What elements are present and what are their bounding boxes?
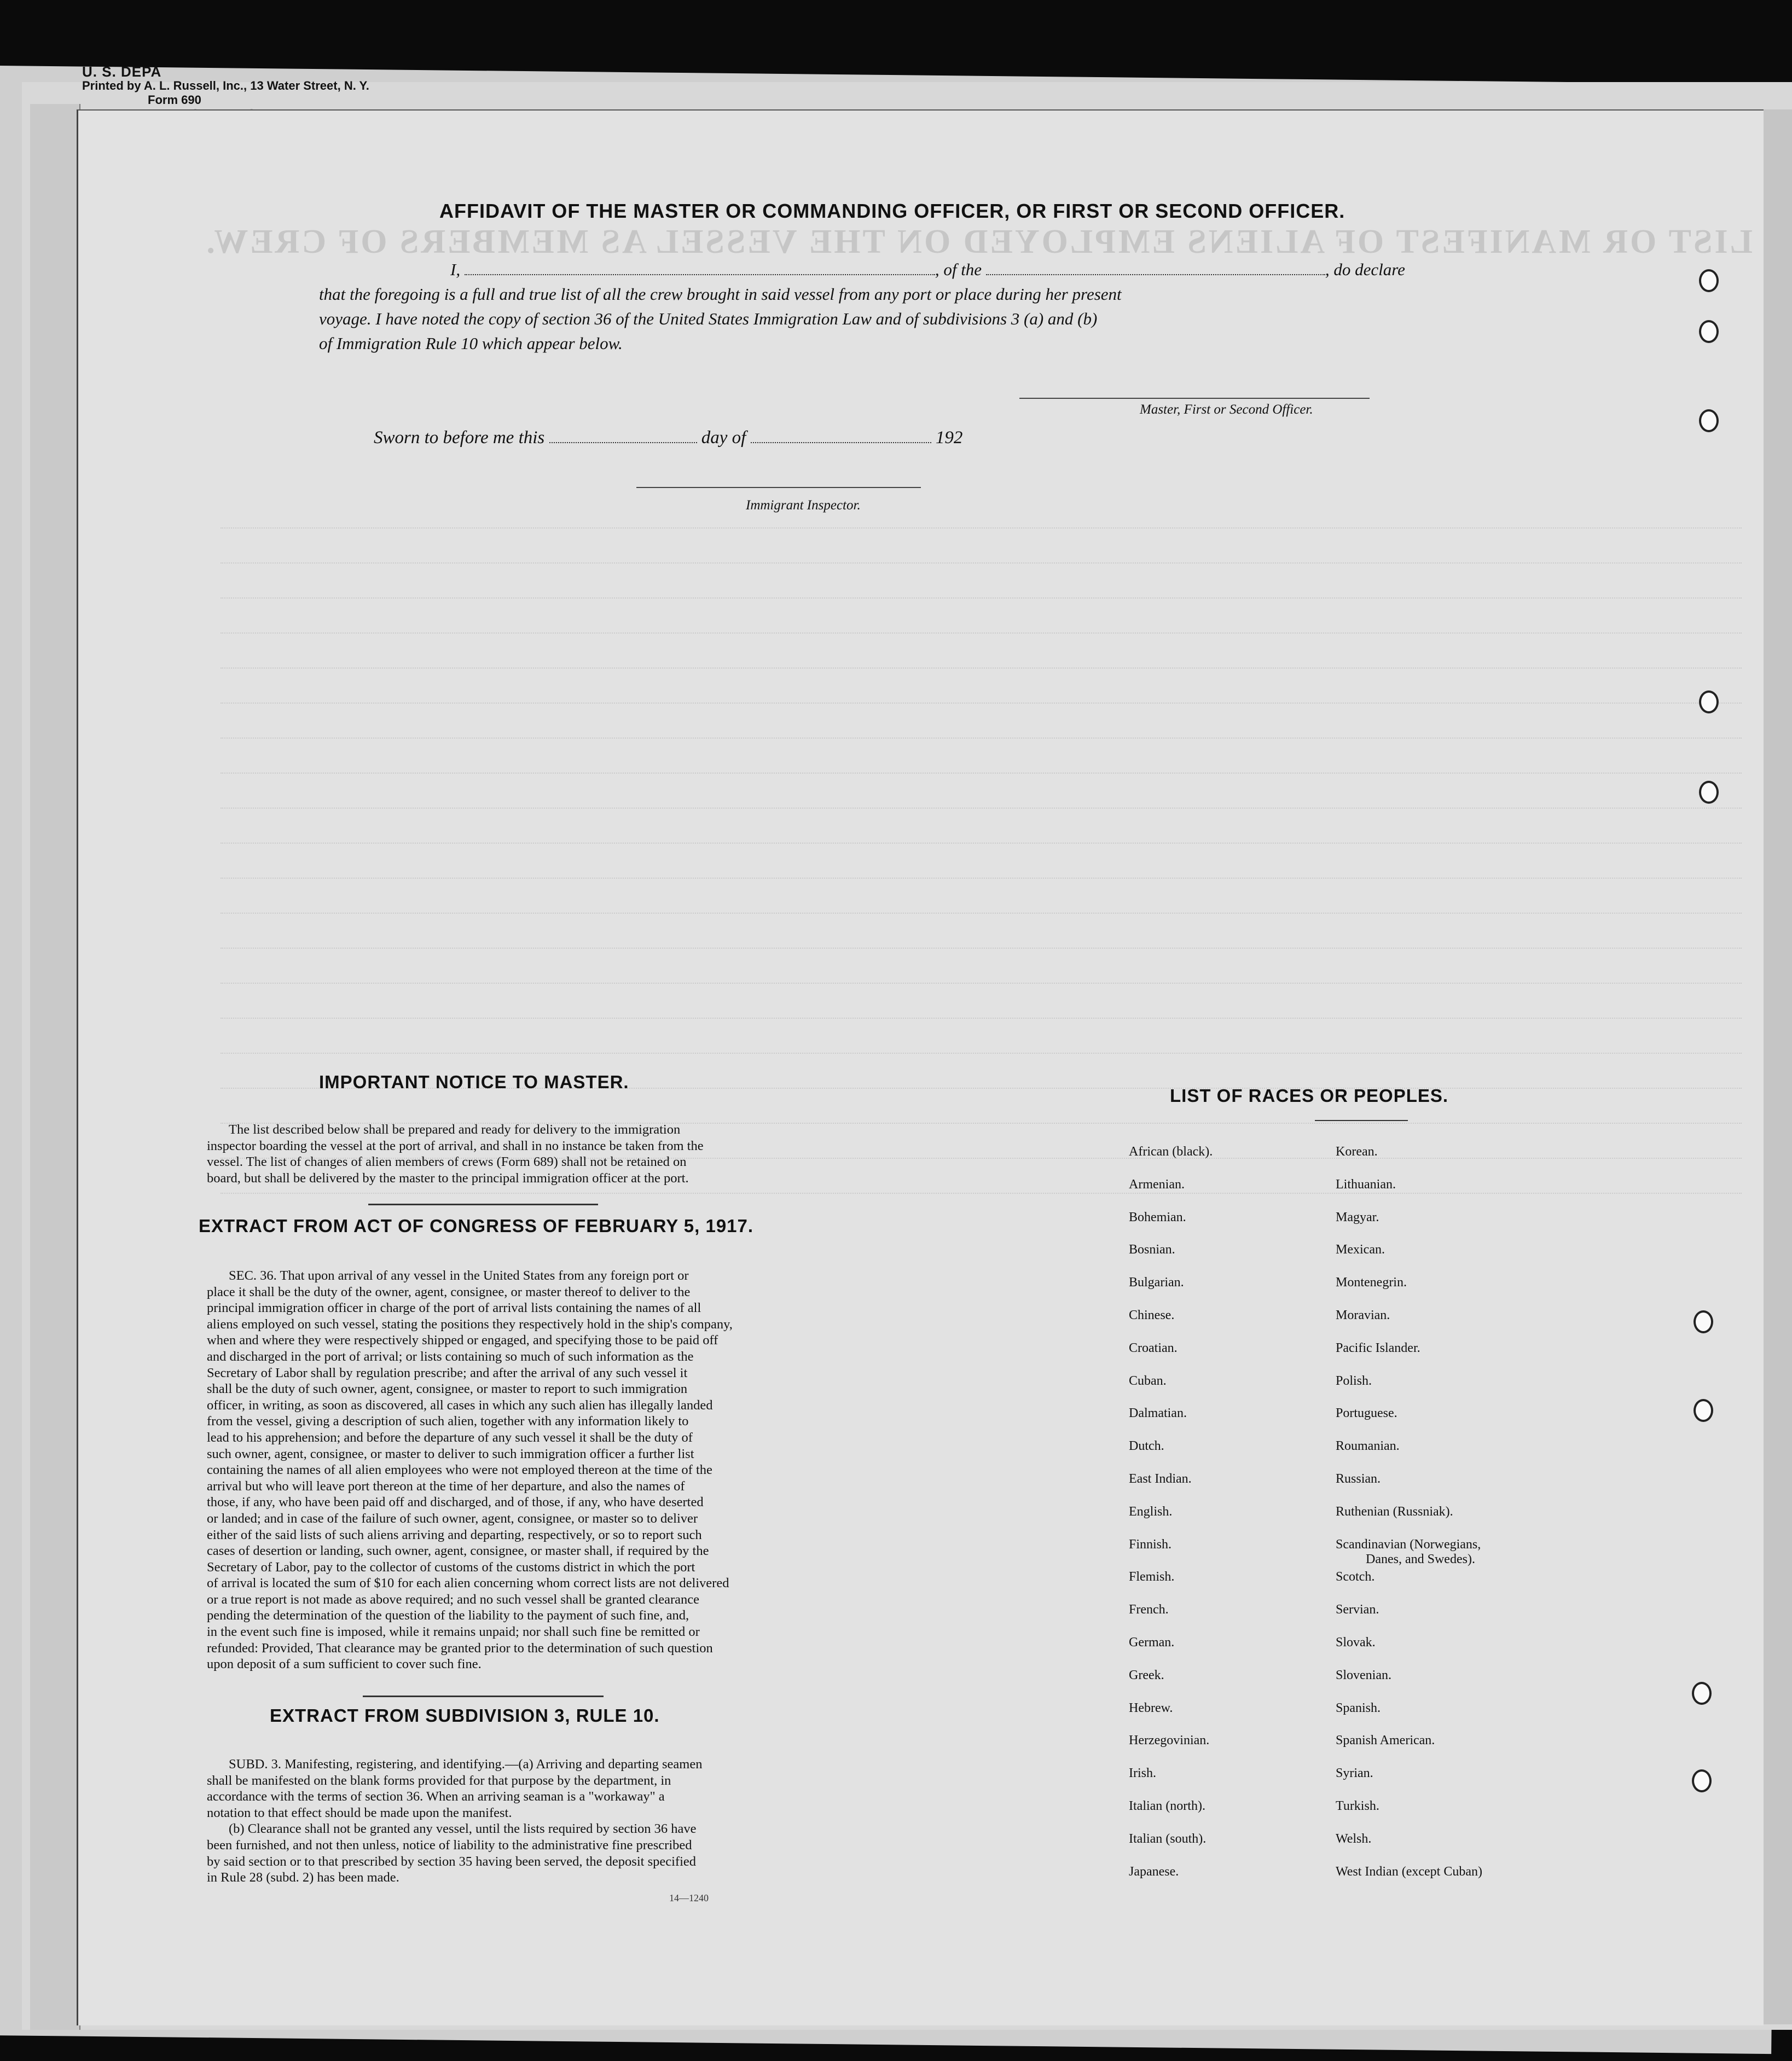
binder-hole — [1692, 1682, 1712, 1705]
bleed-row — [221, 806, 1742, 809]
declaration-line-1 — [319, 257, 1457, 282]
text-line: such owner, agent, consignee, or master to deliver to such immigration officer a further list — [207, 1446, 694, 1461]
text-line: Secretary of Labor shall by regulation prescribe; and after the arrival of any such vessel it — [207, 1365, 688, 1380]
race-item: Korean. — [1336, 1145, 1378, 1159]
bleed-row — [221, 631, 1742, 634]
race-item: Japanese. — [1129, 1864, 1179, 1879]
race-item: Chinese. — [1129, 1308, 1175, 1322]
vessel-blank — [986, 259, 1325, 275]
race-item: Mexican. — [1336, 1243, 1385, 1257]
race-item: Portuguese. — [1336, 1406, 1397, 1421]
race-item: Herzegovinian. — [1129, 1733, 1210, 1748]
race-item: Flemish. — [1129, 1570, 1175, 1584]
race-item: Welsh. — [1336, 1831, 1372, 1846]
race-item: Armenian. — [1129, 1177, 1185, 1192]
races-heading: LIST OF RACES OR PEOPLES. — [1170, 1085, 1449, 1106]
race-item: Polish. — [1336, 1373, 1372, 1388]
text-line: shall be the duty of such owner, agent, consignee, or master to report to such immigration — [207, 1381, 688, 1397]
document-page — [77, 109, 1764, 2025]
important-notice-heading: IMPORTANT NOTICE TO MASTER. — [319, 1072, 629, 1092]
binder-hole — [1692, 1769, 1712, 1792]
binder-hole — [1694, 1310, 1713, 1333]
act-extract-text — [207, 1268, 894, 1673]
race-item: Scotch. — [1336, 1570, 1375, 1584]
declaration-line-4: of Immigration Rule 10 which appear below. — [319, 334, 623, 353]
master-signature-line — [1019, 398, 1370, 399]
race-item: French. — [1129, 1603, 1169, 1617]
race-item: Italian (south). — [1129, 1831, 1207, 1846]
race-item: Finnish. — [1129, 1537, 1172, 1552]
text-line: Secretary of Labor, pay to the collector of customs of the customs district in which the port — [207, 1559, 695, 1575]
race-item: Russian. — [1336, 1472, 1381, 1486]
race-item: Scandinavian (Norwegians, — [1336, 1537, 1481, 1552]
race-item: West Indian (except Cuban) — [1336, 1864, 1482, 1879]
text-line: (b) Clearance shall not be granted any vessel, until the lists required by section 36 have — [229, 1821, 697, 1837]
text-line: inspector boarding the vessel at the port of arrival, and shall in no instance be taken from the — [207, 1138, 704, 1153]
month-blank — [751, 427, 931, 443]
binder-hole — [1699, 781, 1719, 804]
race-item: Spanish American. — [1336, 1733, 1435, 1748]
bleed-row — [221, 841, 1742, 844]
text-line: SEC. 36. That upon arrival of any vessel in the United States from any foreign port or — [229, 1268, 689, 1283]
bleed-row — [221, 666, 1742, 669]
text-line: in the event such fine is imposed, while it remains unpaid; nor shall such fine be remitted or — [207, 1624, 700, 1640]
divider-rule-2 — [363, 1696, 604, 1697]
bleed-row — [221, 1052, 1742, 1054]
bleed-row — [221, 736, 1742, 739]
text-line: refunded: Provided, That clearance may be granted prior to the determination of such question — [207, 1640, 713, 1656]
race-item: German. — [1129, 1635, 1175, 1650]
bleed-row — [221, 1192, 1742, 1194]
race-item: Cuban. — [1129, 1373, 1167, 1388]
day-blank — [549, 427, 697, 443]
binder-hole — [1699, 320, 1719, 343]
text-line: or landed; and in case of the failure of such owner, agent, consignee, or master so to deliver — [207, 1511, 698, 1526]
race-item: Spanish. — [1336, 1700, 1381, 1715]
sworn-line — [374, 427, 962, 448]
race-item: Moravian. — [1336, 1308, 1390, 1322]
text-line: notation to that effect should be made upon the manifest. — [207, 1805, 512, 1820]
text-line: from the vessel, giving a description of such alien, together with any information likely to — [207, 1414, 689, 1429]
department-fragment: U. S. DEPA — [82, 63, 162, 80]
text-line: shall be manifested on the blank forms provided for that purpose by the department, in — [207, 1773, 671, 1788]
race-item: African (black). — [1129, 1145, 1213, 1159]
text-line: those, if any, who have been paid off and discharged, and of those, if any, who have deserted — [207, 1495, 704, 1510]
race-item: East Indian. — [1129, 1472, 1192, 1486]
text-line: accordance with the terms of section 36. When an arriving seaman is a "workaway" a — [207, 1789, 665, 1804]
text-line: upon deposit of a sum sufficient to cover such fine. — [207, 1657, 482, 1672]
race-item: Danes, and Swedes). — [1366, 1552, 1475, 1566]
bleed-row — [221, 561, 1742, 564]
text-line: of arrival is located the sum of $10 for each alien concerning whom correct lists are not delivered — [207, 1576, 729, 1591]
left-margin-strip — [30, 104, 80, 2030]
race-item: Servian. — [1336, 1603, 1379, 1617]
race-item: Bulgarian. — [1129, 1275, 1184, 1290]
race-item: Croatian. — [1129, 1340, 1178, 1355]
master-signature-label: Master, First or Second Officer. — [1140, 402, 1313, 417]
race-item: Montenegrin. — [1336, 1275, 1407, 1290]
race-item: Magyar. — [1336, 1210, 1379, 1224]
race-item: Greek. — [1129, 1668, 1164, 1682]
text-line: The list described below shall be prepared and ready for delivery to the immigration — [229, 1122, 681, 1137]
bleed-row — [221, 526, 1742, 529]
declaration-line-2: that the foregoing is a full and true list of all the crew brought in said vessel from any port or place during her present — [319, 285, 1122, 304]
text-line: place it shall be the duty of the owner, agent, consignee, or master thereof to deliver to the — [207, 1284, 691, 1299]
race-item: Italian (north). — [1129, 1799, 1205, 1813]
race-item: Slovenian. — [1336, 1668, 1391, 1682]
declaration-do-declare: , do declare — [1325, 260, 1405, 279]
race-item: Irish. — [1129, 1766, 1156, 1781]
bleed-row — [221, 982, 1742, 984]
race-item: Lithuanian. — [1336, 1177, 1396, 1192]
races-divider — [1315, 1120, 1408, 1121]
text-line: pending the determination of the question of the liability to the payment of such fine, and, — [207, 1608, 689, 1623]
text-line: in Rule 28 (subd. 2) has been made. — [207, 1870, 399, 1885]
affidavit-declaration — [319, 257, 1457, 356]
text-line: when and where they were respectively shipped or engaged, and specifying those to be paid off — [207, 1333, 718, 1348]
text-line: board, but shall be delivered by the master to the principal immigration officer at the port. — [207, 1170, 689, 1186]
text-line: principal immigration officer in charge of the port of arrival lists containing the names of all — [207, 1301, 701, 1316]
race-item: Turkish. — [1336, 1799, 1379, 1813]
text-line: containing the names of all alien employees who were not employed thereon at the time of the — [207, 1462, 712, 1478]
affidavit-title: AFFIDAVIT OF THE MASTER OR COMMANDING OFFICER, OR FIRST OR SECOND OFFICER. — [439, 200, 1346, 222]
binder-hole — [1699, 409, 1719, 432]
text-line: lead to his apprehension; and before the departure of any such vessel it shall be the duty of — [207, 1430, 693, 1445]
race-item: English. — [1129, 1504, 1173, 1519]
race-item: Slovak. — [1336, 1635, 1376, 1650]
text-line: been furnished, and not then unless, notice of liability to the administrative fine prescribed — [207, 1837, 692, 1853]
race-item: Bohemian. — [1129, 1210, 1186, 1224]
rule-extract-text — [207, 1756, 894, 1886]
sworn-day-of: day of — [701, 428, 746, 448]
bleed-row — [221, 912, 1742, 914]
sworn-year: 192 — [935, 428, 963, 448]
race-item: Roumanian. — [1336, 1439, 1400, 1454]
declaration-line-3: voyage. I have noted the copy of section 36 of the United States Immigration Law and of subdivisions 3 (a) and (b) — [319, 309, 1098, 328]
bleed-row — [221, 596, 1742, 599]
bleed-row — [221, 1017, 1742, 1019]
rule-extract-heading: EXTRACT FROM SUBDIVISION 3, RULE 10. — [270, 1705, 660, 1726]
text-line: arrival but who will leave port thereon at the time of her departure, and also the names of — [207, 1478, 685, 1494]
text-line: SUBD. 3. Manifesting, registering, and identifying.—(a) Arriving and departing seamen — [229, 1757, 703, 1772]
bleed-row — [221, 701, 1742, 704]
text-line: either of the said lists of such aliens arriving and departing, respectively, or so to report such — [207, 1527, 702, 1542]
declaration-i: I, — [450, 260, 461, 279]
form-number: Form 690 — [148, 93, 201, 107]
binder-hole — [1699, 269, 1719, 292]
bleed-row — [221, 771, 1742, 774]
race-item: Ruthenian (Russniak). — [1336, 1504, 1453, 1519]
race-item: Dutch. — [1129, 1439, 1164, 1454]
text-line: and discharged in the port of arrival; or lists containing so much of such information as the — [207, 1349, 694, 1364]
binder-hole — [1694, 1399, 1713, 1422]
bleed-row — [221, 947, 1742, 949]
race-item: Hebrew. — [1129, 1700, 1173, 1715]
text-line: or a true report is not made as above required; and no such vessel shall be granted clearance — [207, 1592, 700, 1607]
bleed-row — [221, 876, 1742, 879]
name-blank — [465, 259, 935, 275]
race-item: Syrian. — [1336, 1766, 1373, 1781]
text-line: vessel. The list of changes of alien members of crews (Form 689) shall not be retained on — [207, 1154, 687, 1170]
bleed-through-title: LIST OR MANIFEST OF ALIENS EMPLOYED ON THE VESSEL AS MEMBERS OF CREW. — [204, 223, 1753, 260]
text-line: aliens employed on such vessel, stating the positions they respectively hold in the ship's company, — [207, 1316, 733, 1332]
printer-line: Printed by A. L. Russell, Inc., 13 Water Street, N. Y. — [82, 79, 369, 92]
inspector-signature-line — [636, 487, 921, 488]
act-extract-heading: EXTRACT FROM ACT OF CONGRESS OF FEBRUARY 5, 1917. — [199, 1216, 754, 1236]
text-line: officer, in writing, as soon as discovered, all cases in which any such alien has illegally landed — [207, 1397, 713, 1413]
text-line: cases of desertion or landing, such owner, agent, consignee, or master shall, if required by the — [207, 1543, 709, 1559]
binder-hole — [1699, 690, 1719, 713]
divider-rule — [368, 1204, 598, 1205]
form-code: 14—1240 — [669, 1892, 709, 1903]
important-notice-text — [207, 1122, 894, 1186]
text-line: by said section or to that prescribed by section 35 having been served, the deposit specified — [207, 1854, 696, 1869]
race-item: Bosnian. — [1129, 1243, 1175, 1257]
race-item: Dalmatian. — [1129, 1406, 1187, 1421]
sworn-start: Sworn to before me this — [374, 428, 545, 448]
race-item: Pacific Islander. — [1336, 1340, 1420, 1355]
declaration-of-the: , of the — [935, 260, 982, 279]
inspector-signature-label: Immigrant Inspector. — [746, 498, 861, 513]
